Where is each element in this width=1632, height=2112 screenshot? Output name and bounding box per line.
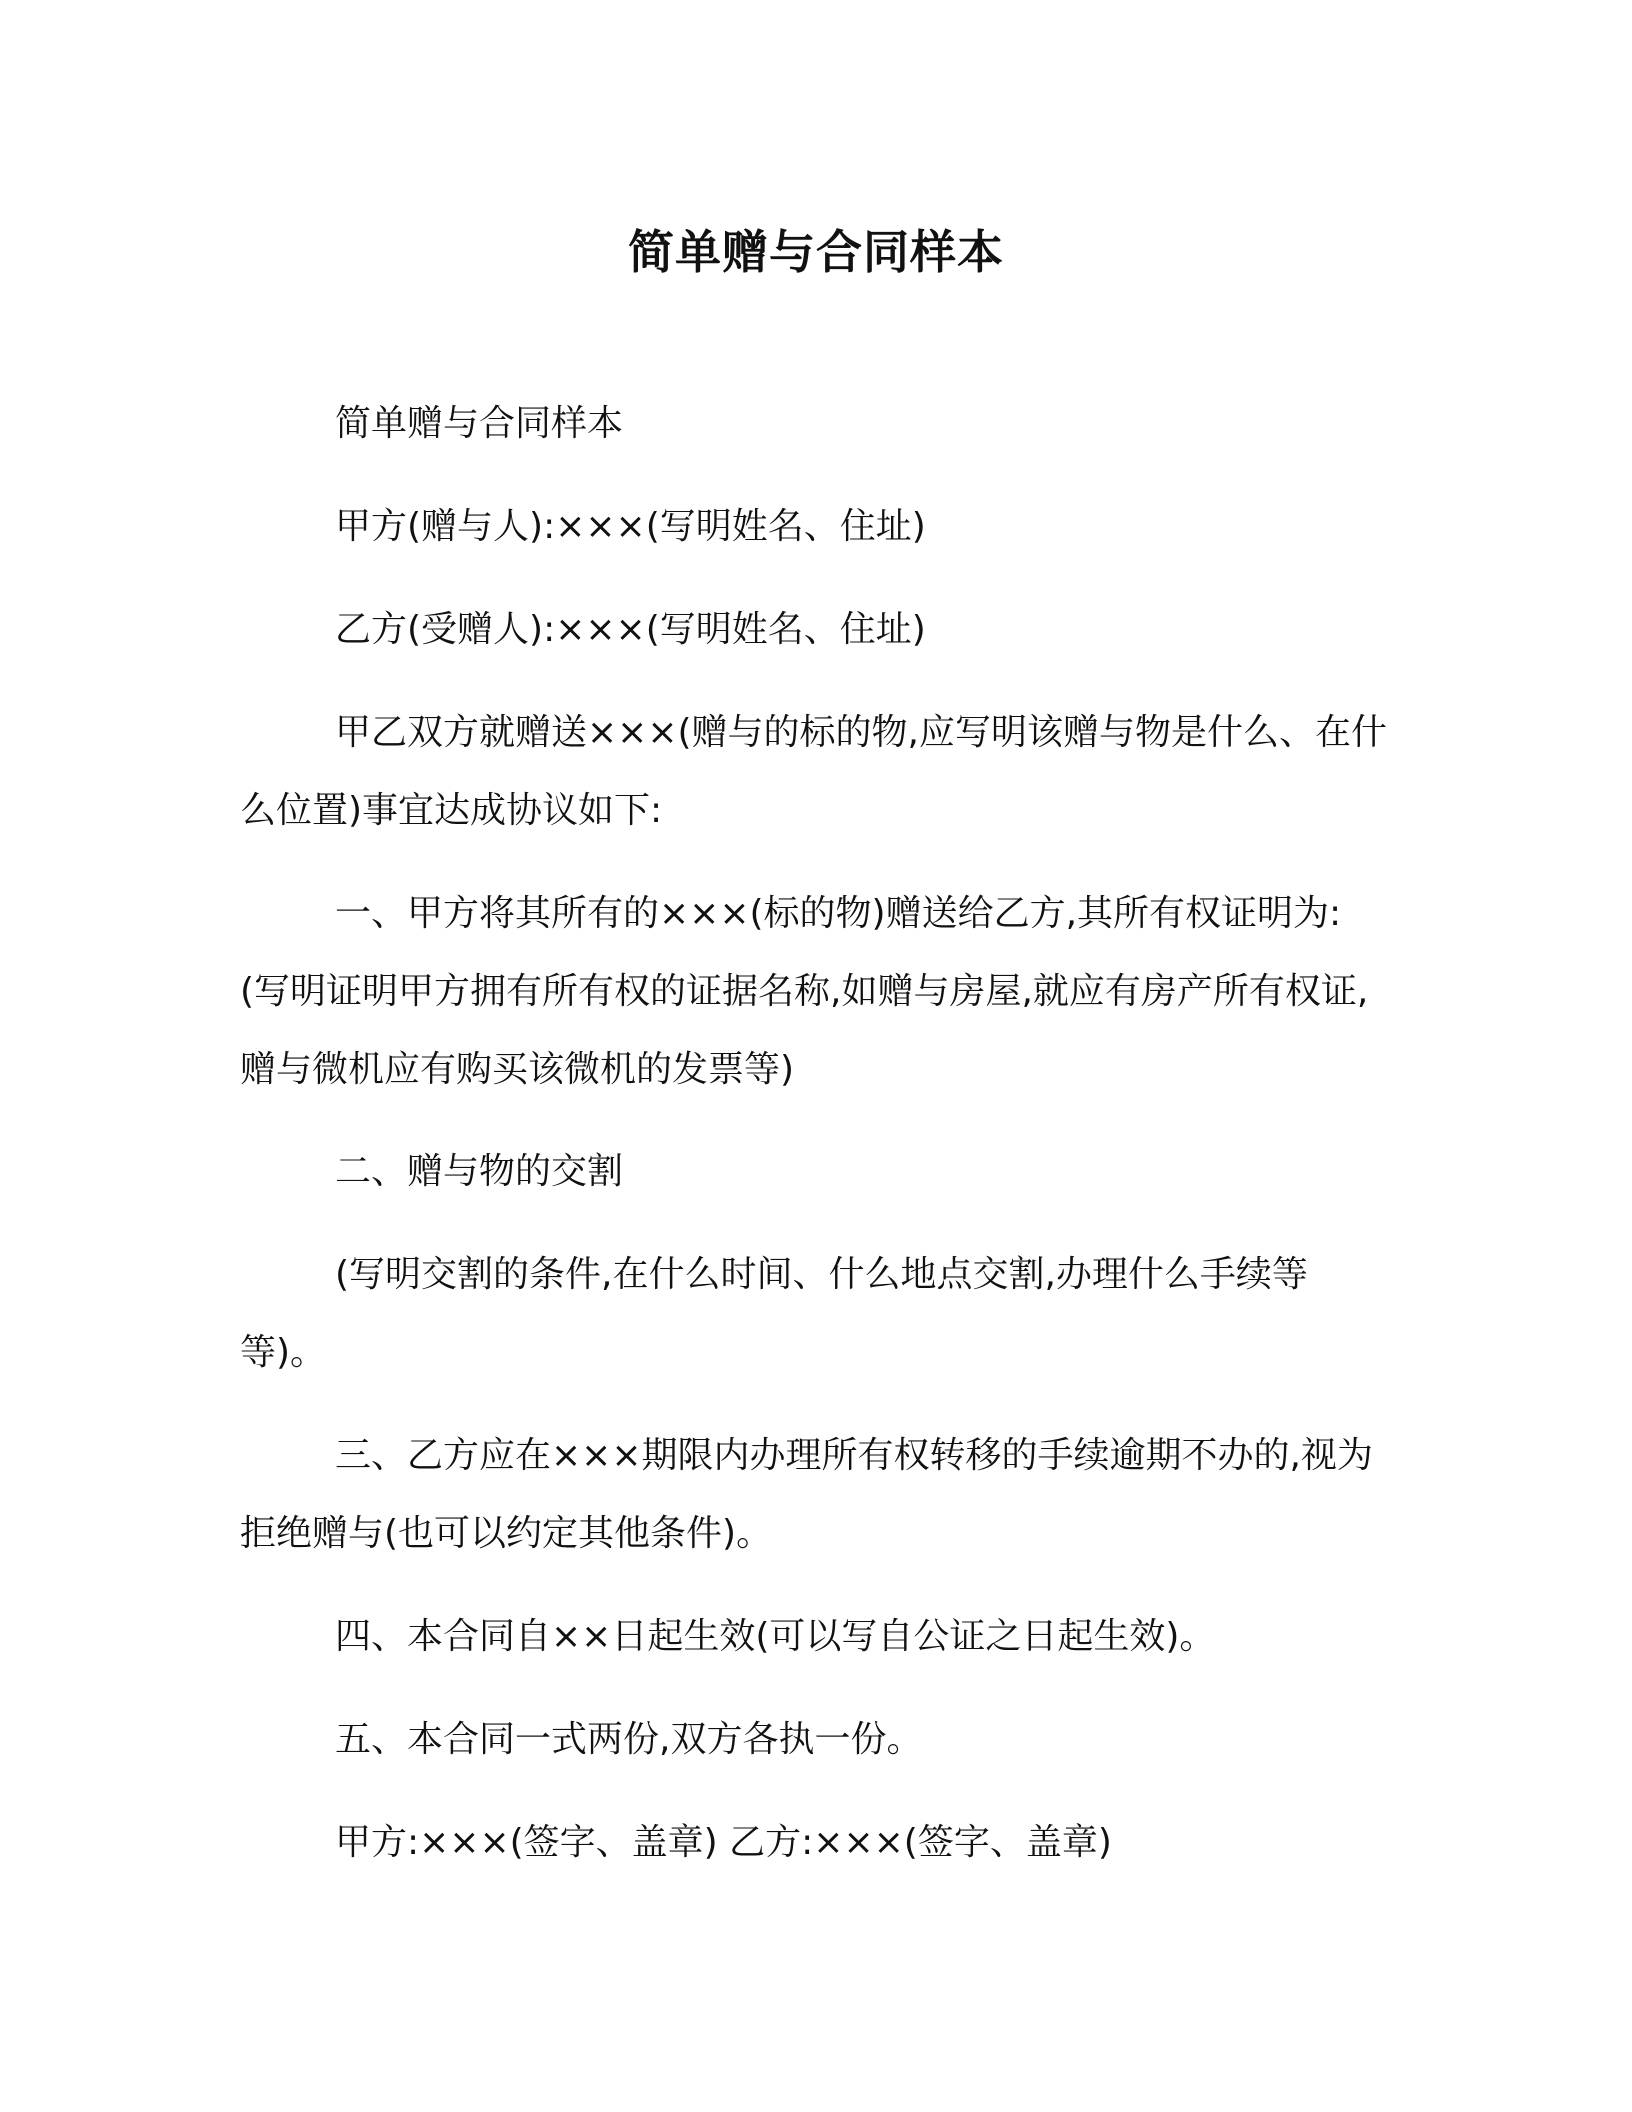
- paragraph-clause-2-detail: (写明交割的条件,在什么时间、什么地点交割,办理什么手续等等)。: [240, 1254, 1308, 1373]
- paragraph-signatures: 甲方:×××(签字、盖章) 乙方:×××(签字、盖章): [335, 1822, 1112, 1863]
- paragraph-clause-3: 三、乙方应在×××期限内办理所有权转移的手续逾期不办的,视为拒绝赠与(也可以约定其他条件)。: [240, 1435, 1373, 1554]
- paragraph-party-a: 甲方(赠与人):×××(写明姓名、住址): [335, 506, 926, 547]
- paragraph-clause-2: 二、赠与物的交割: [335, 1151, 624, 1192]
- paragraph-subtitle: 简单赠与合同样本: [335, 403, 624, 444]
- paragraph-clause-1: 一、甲方将其所有的×××(标的物)赠送给乙方,其所有权证明为:(写明证明甲方拥有所有权的证据名称,如赠与房屋,就应有房产所有权证,赠与微机应有购买该微机的发票等): [240, 893, 1369, 1090]
- paragraph-agreement-intro: 甲乙双方就赠送×××(赠与的标的物,应写明该赠与物是什么、在什么位置)事宜达成协议如下:: [240, 712, 1387, 831]
- paragraph-clause-4: 四、本合同自××日起生效(可以写自公证之日起生效)。: [335, 1616, 1216, 1657]
- paragraph-clause-5: 五、本合同一式两份,双方各执一份。: [335, 1719, 923, 1760]
- document-title: 简单赠与合同样本: [628, 225, 1004, 279]
- paragraph-party-b: 乙方(受赠人):×××(写明姓名、住址): [335, 609, 926, 650]
